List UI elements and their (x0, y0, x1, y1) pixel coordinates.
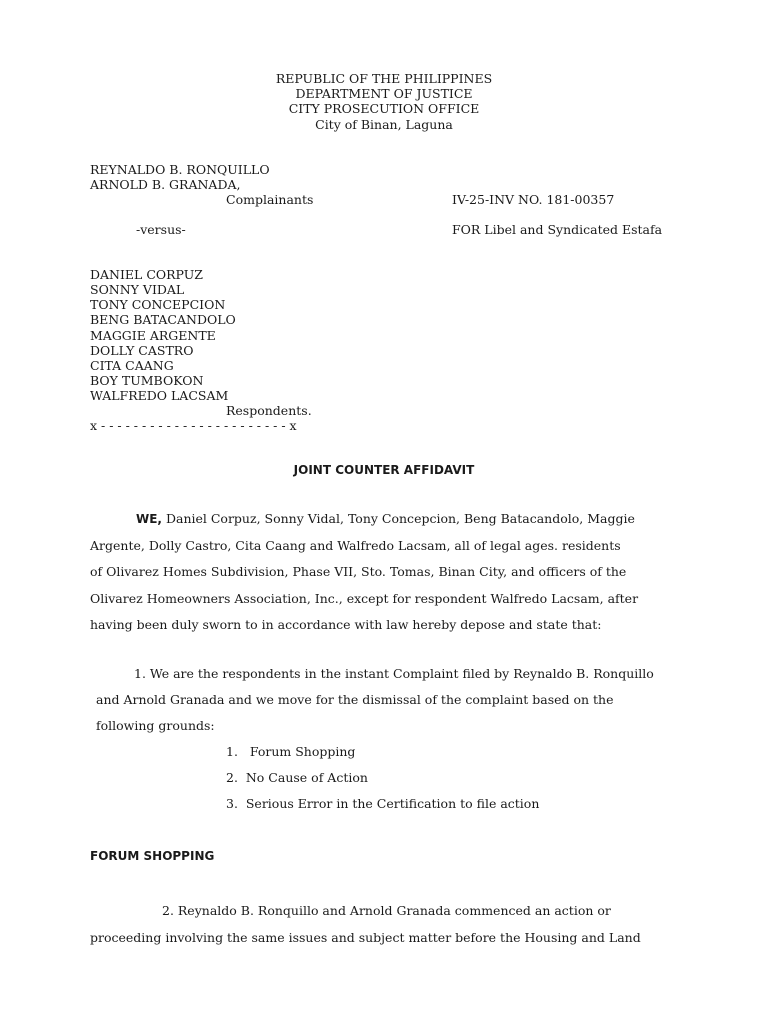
point-2-line: proceeding involving the same issues and subject matter before the Housing and Land (90, 929, 641, 945)
point-1-line: following grounds: (96, 718, 215, 733)
intro-line-text: Daniel Corpuz, Sonny Vidal, Tony Concepcion, Beng Batacandolo, Maggie (162, 511, 635, 526)
respondent-name: BOY TUMBOKON (90, 373, 204, 388)
point-2 (90, 898, 710, 951)
ground-item: 3. Serious Error in the Certification to file action (226, 796, 540, 811)
case-number: IV-25-INV NO. 181-00357 (452, 192, 615, 207)
intro-line: Olivarez Homeowners Association, Inc., except for respondent Walfredo Lacsam, after (90, 590, 639, 606)
complainant-name: ARNOLD B. GRANADA, (90, 177, 241, 192)
complainant-name: REYNALDO B. RONQUILLO (90, 162, 270, 177)
intro-line: having been duly sworn to in accordance with law hereby depose and state that: (90, 617, 602, 632)
header-city: City of Binan, Laguna (315, 117, 453, 132)
intro-line: of Olivarez Homes Subdivision, Phase VII, Sto. Tomas, Binan City, and officers of the (90, 564, 627, 579)
point-1-line: and Arnold Granada and we move for the dismissal of the complaint based on the (96, 692, 614, 707)
intro-lead: WE, (136, 512, 162, 526)
ground-item: 2. No Cause of Action (226, 770, 368, 785)
header-office: CITY PROSECUTION OFFICE (288, 101, 480, 116)
complainants-label: Complainants (226, 192, 314, 207)
respondents-label: Respondents. (226, 403, 312, 418)
respondent-name: CITA CAANG (90, 358, 174, 373)
intro-line (90, 506, 710, 533)
header-republic: REPUBLIC OF THE PHILIPPINES (275, 71, 493, 86)
charge-label: FOR Libel and Syndicated Estafa (452, 222, 663, 237)
point-2-line: 2. Reynaldo B. Ronquillo and Arnold Granada commenced an action or (162, 903, 611, 918)
document-title: JOINT COUNTER AFFIDAVIT (293, 463, 475, 477)
respondent-name: SONNY VIDAL (90, 282, 185, 297)
versus-label: -versus- (136, 222, 186, 237)
intro-paragraph (90, 506, 710, 639)
respondent-name: BENG BATACANDOLO (90, 312, 236, 327)
respondent-name: TONY CONCEPCION (90, 297, 226, 312)
point-1-line: 1. We are the respondents in the instant Complaint filed by Reynaldo B. Ronquillo (134, 666, 654, 681)
caption-separator: x - - - - - - - - - - - - - - - - - - - - - - - x (90, 418, 297, 433)
ground-item: 1. Forum Shopping (226, 744, 356, 759)
header-department: DEPARTMENT OF JUSTICE (295, 86, 473, 101)
respondent-name: MAGGIE ARGENTE (90, 328, 216, 343)
respondent-name: WALFREDO LACSAM (90, 388, 229, 403)
respondent-name: DANIEL CORPUZ (90, 267, 203, 282)
point-1 (96, 661, 716, 817)
respondent-name: DOLLY CASTRO (90, 343, 194, 358)
intro-line: Argente, Dolly Castro, Cita Caang and Walfredo Lacsam, all of legal ages. residents (90, 537, 621, 553)
section-heading: FORUM SHOPPING (90, 849, 215, 863)
